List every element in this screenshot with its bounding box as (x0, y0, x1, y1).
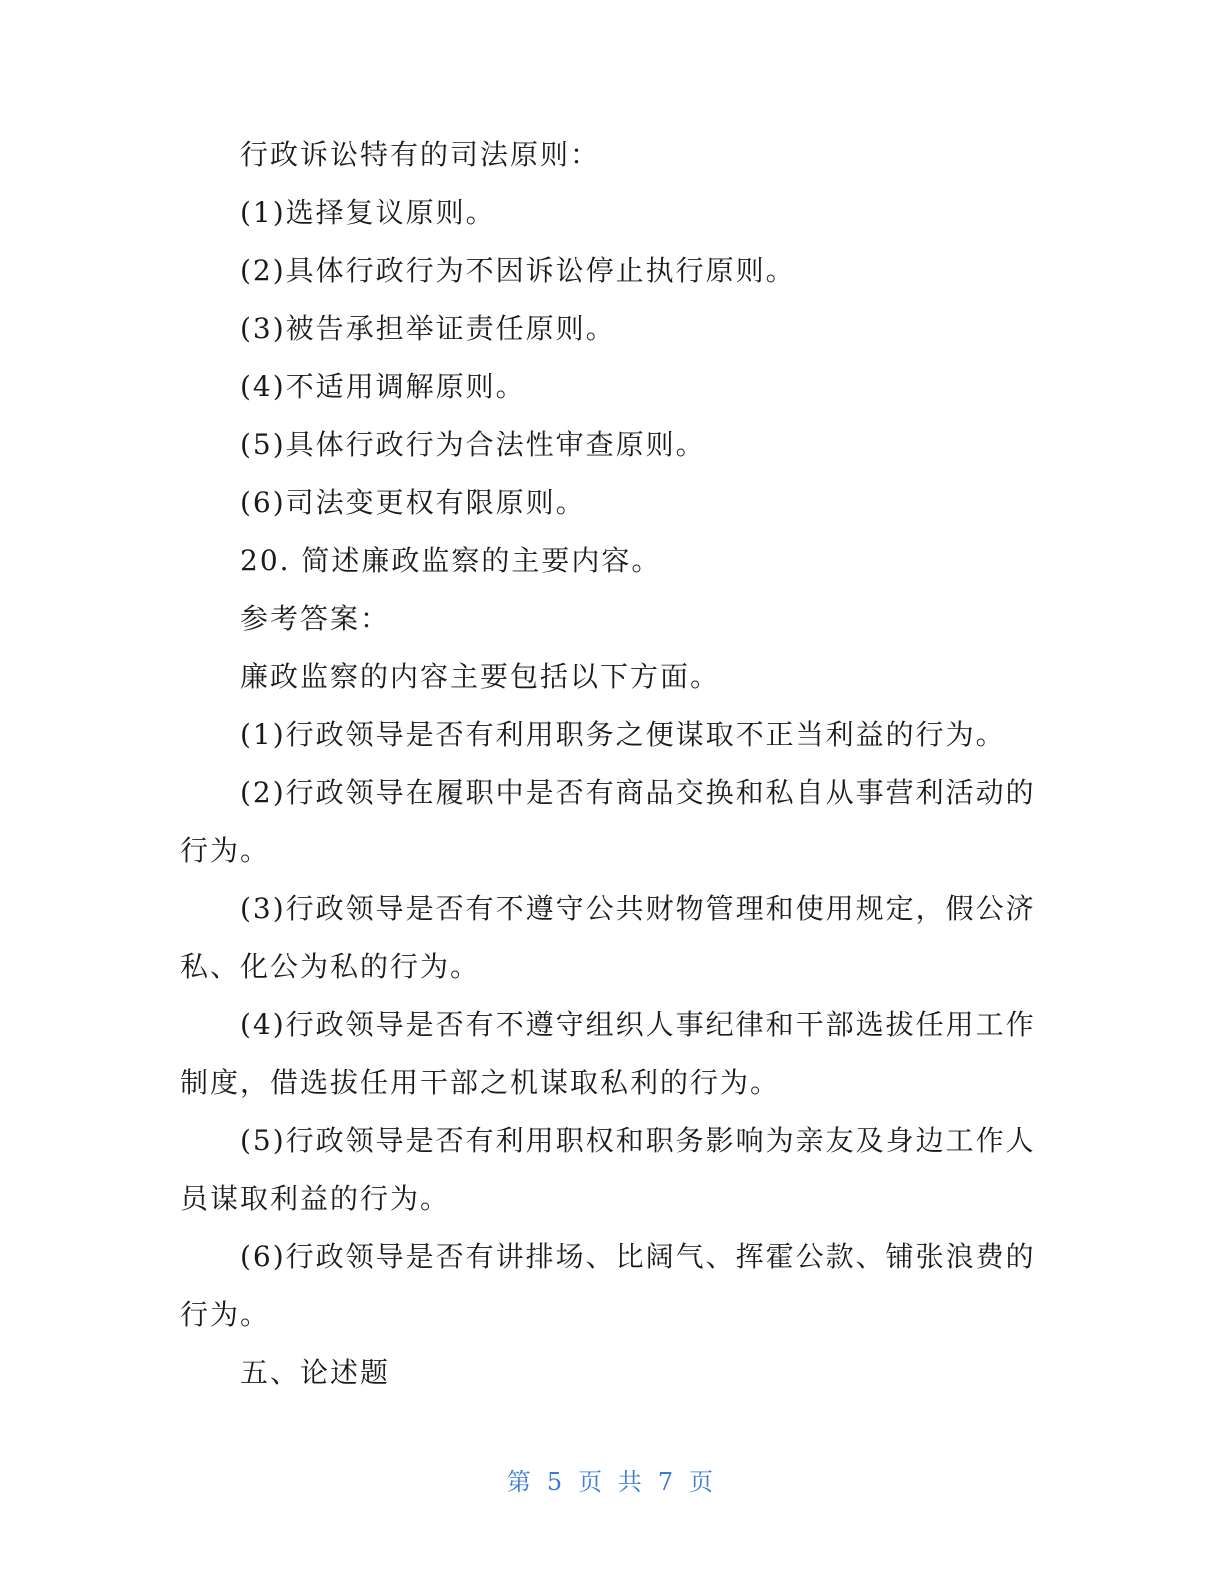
paragraph-line: (6)司法变更权有限原则。 (240, 486, 586, 519)
footer-total-pages: 7 (657, 1468, 678, 1496)
section-heading: 五、论述题 (240, 1356, 391, 1389)
footer-current-page: 5 (546, 1468, 567, 1496)
paragraph-line: (1)选择复议原则。 (240, 196, 496, 229)
paragraph-line: (4)行政领导是否有不遵守组织人事纪律和干部选拔任用工作 (240, 1008, 1036, 1041)
footer-middle: 页 共 (578, 1468, 646, 1496)
page-footer (0, 1462, 1224, 1497)
paragraph-line: (6)行政领导是否有讲排场、比阔气、挥霍公款、铺张浪费的 (240, 1240, 1036, 1273)
paragraph-line: 员谋取利益的行为。 (180, 1182, 451, 1215)
paragraph-line: 私、化公为私的行为。 (180, 950, 481, 983)
paragraph-line: (2)行政领导在履职中是否有商品交换和私自从事营利活动的 (240, 776, 1036, 809)
footer-prefix: 第 (506, 1468, 535, 1496)
footer-suffix: 页 (689, 1468, 718, 1496)
paragraph-line: (4)不适用调解原则。 (240, 370, 526, 403)
question-heading: 20. 简述廉政监察的主要内容。 (240, 544, 662, 577)
paragraph-line: 行政诉讼特有的司法原则： (240, 138, 601, 171)
paragraph-line: 行为。 (180, 1298, 271, 1331)
paragraph-line: (2)具体行政行为不因诉讼停止执行原则。 (240, 254, 796, 287)
paragraph-line: (5)具体行政行为合法性审查原则。 (240, 428, 706, 461)
paragraph-line: 行为。 (180, 834, 271, 867)
paragraph-line: 制度，借选拔任用干部之机谋取私利的行为。 (180, 1066, 781, 1099)
paragraph-line: (5)行政领导是否有利用职权和职务影响为亲友及身边工作人 (240, 1124, 1036, 1157)
answer-label: 参考答案： (240, 602, 391, 635)
document-body (180, 126, 1036, 1402)
paragraph-line: (3)被告承担举证责任原则。 (240, 312, 616, 345)
paragraph-line: 廉政监察的内容主要包括以下方面。 (240, 660, 721, 693)
paragraph-line: (1)行政领导是否有利用职务之便谋取不正当利益的行为。 (240, 718, 1006, 751)
paragraph-line: (3)行政领导是否有不遵守公共财物管理和使用规定，假公济 (240, 892, 1036, 925)
